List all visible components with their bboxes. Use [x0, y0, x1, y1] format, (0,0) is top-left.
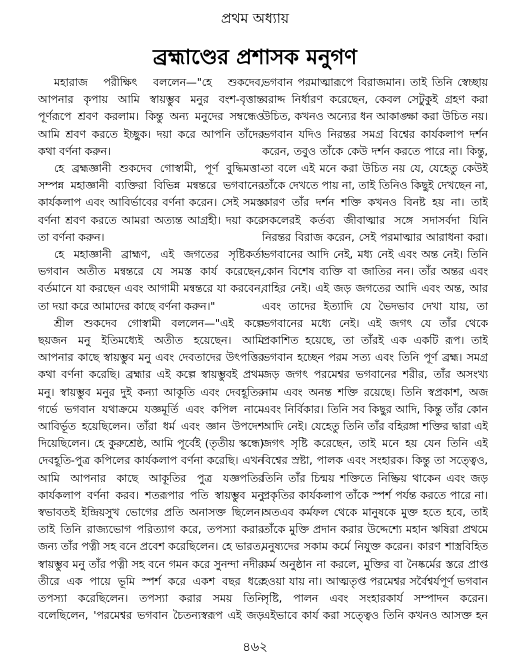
paragraph: ভগবান পরমাত্মারূপে বিরাজমান। তাই তিনি স্বেচ্ছায় বরাদ্দ নির্ধারণ করেছেন, কেবল সেটুকুই গ্রহণ করা উচিত, কখনও অন্যের ধন আকাঙ্ক্ষা করা উচিত নয়। ভগবান যদিও নিরন্তর সমগ্র বিশ্বের কার্যকলাপ দর্শন করেন, তবুও তাঁকে কেউ দর্শন করতে পারে না। কিন্তু, তা বলে এই মনে করা উচিত নয় যে, যেহেতু কেউই তাঁকে দেখতে পায় না, তাই তিনিও কিছুই দেখছেন না, কারণ তাঁর দর্শন শক্তি কখনও বিনষ্ট হয় না। তাই সকলেরই কর্তব্য জীবাত্মার সঙ্গে সদাসর্বদা যিনি নিরন্তর বিরাজ করেন, সেই পরমাত্মার আরাধনা করা। ভগবানের আদি নেই, মধ্য নেই এবং অন্ত নেই। তিনি কোন বিশেষ ব্যক্তি বা জাতির নন। তাঁর অন্তর এবং বাহির নেই। এই জড় জগতের আদি এবং অন্ত, আর এবং তাদের ইত্যাদি যে ভৈদভাব দেখা যায়, তা ভগবানের মধ্যে নেই। এই জগৎ যে তাঁর থেকে প্রকাশিত হয়েছে, তা তাঁরই এক একটি রূপ। তাই ভগবান হচ্ছেন পরম সত্য এবং তিনি পূর্ণ ব্রহ্ম। সমগ্র জড় জগৎ পরমেশ্বর ভগবানের শরীর, তাঁর অসংখ্য নাম এবং অনন্ত শক্তি রয়েছে। তিনি স্বপ্রকাশ, অজ এবং নির্বিকার। তিনি সব কিছুর আদি, কিন্তু তাঁর কোন আদি নেই। যেহেতু তিনি তাঁর বহিরঙ্গা শক্তির দ্বারা এই জগৎ সৃষ্টি করেছেন, তাই মনে হয় যেন তিনি এই বিশ্বের স্রষ্টা, পালক এবং সংহারক। কিন্তু তা সত্ত্বেও, তিনি তাঁর চিন্ময় শক্তিতে নিষ্ক্রিয় থাকেন এবং জড় প্রকৃতির কার্যকলাপ তাঁকে স্পর্শ পর্যন্ত করতে পারে না। অতএব কর্মফল থেকে মানুষকে মুক্ত হতে হবে, তাই তাঁকে মুক্তি প্রদান করার উদ্দেশ্যে মহান ঋষিরা প্রথমে মনুষ্যদের সকাম কর্মে নিযুক্ত করেন। কারণ শাস্ত্রবিহিত কর্ম অনুষ্ঠান না করলে, মুক্তির বা নৈষ্কর্মের স্তরে প্রাপ্ত হওয়া যায় না। আত্মতৃপ্ত পরমেশ্বর সর্বৈশ্বর্যপূর্ণ ভগবান সৃষ্টি, পালন এবং সংহারকার্য সম্পাদন করেন। এইভাবে কার্য করা সত্ত্বেও তিনি কখনও আসক্ত হন [262, 76, 488, 623]
right-column [262, 74, 488, 626]
left-column [38, 74, 264, 626]
paragraph: মহারাজ পরীক্ষিৎ বললেন—"হে শুকদেব, আপনার কৃপায় আমি স্বায়ম্ভুব মনুর বংশ-বৃত্তান্ত পূর্ণরূপে শ্রবণ করলাম। কিন্তু অন্য মনুদের সম্বন্ধেও আমি শ্রবণ করতে ইচ্ছুক। দয়া করে আপনি তাঁদের কথা বর্ণনা করুন। [38, 76, 264, 158]
page-title: ব্রহ্মাণ্ডের প্রশাসক মনুগণ [153, 45, 357, 69]
paragraph: শ্রীল শুকদেব গোস্বামী বললেন—"এই কল্পে ছয়জন মনু ইতিমধ্যেই অতীত হয়েছেন। আমি আপনার কাছে স্বায়ম্ভুব মনু এবং দেবতাদের উৎপত্তির কথা বর্ণনা করেছি। ব্রহ্মার এই কল্পে স্বায়ম্ভুবই প্রথম মনু। স্বায়ম্ভুব মনুর দুই কন্যা আকূতি এবং দেবহূতির গর্ভে ভগবান যথাক্রমে যজ্ঞমূর্তি এবং কপিল নামে আবির্ভূত হয়েছিলেন। তাঁরা ধর্ম এবং জ্ঞান উপদেশ দিয়েছিলেন। হে কুরুশ্রেষ্ঠ, আমি পূর্বেই (তৃতীয় স্কন্ধে) দেবহূতি-পুত্র কপিলের কার্যকলাপ বর্ণনা করেছি। এখন আমি আপনার কাছে আকূতির পুত্র যজ্ঞপতির কার্যকলাপ বর্ণনা করব। শতরূপার পতি স্বায়ম্ভুব মনু স্বভাবতই ইন্দ্রিয়সুখ ভোগের প্রতি অনাসক্ত ছিলেন। তাই তিনি রাজ্যভোগ পরিত্যাগ করে, তপস্যা করার জন্য তাঁর পত্নী সহ বনে প্রবেশ করেছিলেন। হে ভারত, স্বায়ম্ভুব মনু তাঁর পত্নী সহ বনে গমন করে সুনন্দা নদীর তীরে এক পায়ে ভূমি স্পর্শ করে একশ বছর ধরে তপস্যা করেছিলেন। তপস্যা করার সময় তিনি বলেছিলেন, 'পরমেশ্বর ভগবান চৈতন্যস্বরূপ এই জড় [38, 316, 264, 623]
chapter-heading: প্রথম অধ্যায় [220, 11, 290, 27]
paragraph: হে মহাজ্ঞানী ব্রাহ্মণ, এই জগতের সৃষ্টিকর্তা ভগবান অতীত মন্বন্তরে যে সমস্ত কার্য করেছেন, বর্তমানে যা করছেন এবং আগামী মন্বন্তরে যা করবেন, তা দয়া করে আমাদের কাছে বর্ণনা করুন।" [38, 248, 264, 313]
paragraph: হে ব্রহ্মজ্ঞানী শুকদেব গোস্বামী, পূর্ণ বুদ্ধিমত্তা-সম্পন্ন মহাজ্ঞানী ব্যক্তিরা বিভিন্ন মন্বন্তরে ভগবানের কার্যকলাপ এবং আবির্ভাবের বর্ণনা করেন। সেই সমস্ত বর্ণনা শ্রবণ করতে আমরা অত্যন্ত আগ্রহী। দয়া করে তা বর্ণনা করুন। [38, 162, 264, 244]
page-number: ৪৬২ [242, 640, 268, 655]
